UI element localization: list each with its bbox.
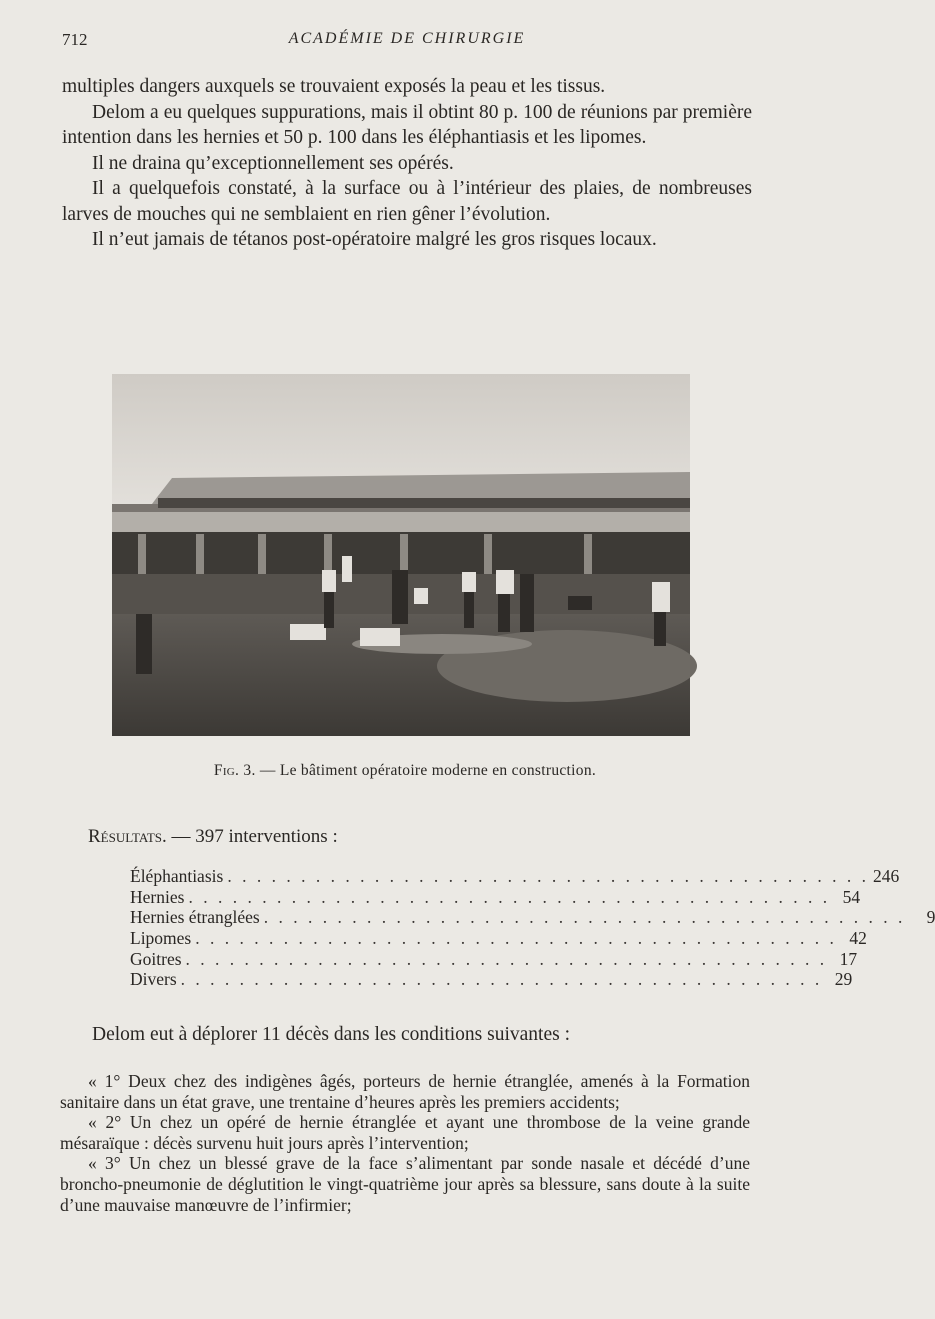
table-row bbox=[130, 886, 861, 908]
dot-leader: . . . . . . . . . . . . . . . . . . . . . . . . . . . . . . . . . . . . . . . . . . . . bbox=[195, 928, 837, 949]
row-value: 9 bbox=[926, 907, 935, 928]
figure-label: Fig. 3. bbox=[213, 762, 256, 779]
table-row bbox=[130, 866, 900, 887]
row-label: Lipomes bbox=[130, 928, 192, 949]
paragraph-suppurations: Delom a eu quelques suppurations, mais il obtint 80 p. 100 de réunions par première intention dans les hernies et 50 p. 100 dans les éléphantiasis et les lipomes. bbox=[62, 101, 752, 148]
page-number: 712 bbox=[62, 30, 88, 49]
row-value: 246 bbox=[872, 866, 900, 886]
figure-photograph bbox=[112, 374, 690, 736]
table-row bbox=[130, 948, 858, 970]
results-table bbox=[130, 866, 935, 990]
quote-case-3: « 3° Un chez un blessé grave de la face s’alimentant par sonde nasale et décédé d’une broncho-pneumonie de déglutition le vingt-quatrième jour après sa blessure, sans doute à la suite d’une mauvaise manœuvre de l’infirmier; bbox=[60, 1153, 750, 1215]
row-label: Hernies bbox=[130, 886, 185, 907]
building-photo-illustration bbox=[112, 374, 690, 736]
quoted-cases bbox=[60, 1071, 750, 1215]
results-dash: — bbox=[171, 826, 191, 847]
results-heading bbox=[88, 826, 338, 848]
row-label: Goitres bbox=[130, 948, 182, 969]
results-summary: 397 interventions : bbox=[195, 826, 338, 847]
dot-leader: . . . . . . . . . . . . . . . . . . . . . . . . . . . . . . . . . . . . . . . . . . . . bbox=[180, 969, 823, 990]
row-value: 54 bbox=[842, 886, 861, 907]
row-label: Éléphantiasis bbox=[130, 866, 224, 886]
results-title: Résultats. bbox=[88, 826, 167, 847]
dot-leader: . . . . . . . . . . . . . . . . . . . . . . . . . . . . . . . . . . . . . . . . . . . . bbox=[227, 866, 869, 886]
table-row bbox=[130, 969, 853, 990]
dot-leader: . . . . . . . . . . . . . . . . . . . . . . . . . . . . . . . . . . . . . . . . . . . . bbox=[188, 886, 831, 907]
row-value: 17 bbox=[839, 948, 858, 969]
table-row bbox=[130, 907, 935, 928]
figure-caption bbox=[60, 762, 750, 780]
row-value: 42 bbox=[849, 928, 867, 949]
body-text bbox=[62, 74, 752, 253]
row-value: 29 bbox=[834, 969, 853, 990]
figure-separator: — bbox=[259, 762, 276, 779]
quote-case-1: « 1° Deux chez des indigènes âgés, porteurs de hernie étranglée, amenés à la Formation sanitaire dans un état grave, une trentaine d’heures après les premiers accidents; bbox=[60, 1071, 750, 1112]
paragraph-tetanus: Il n’eut jamais de tétanos post-opératoire malgré les gros risques locaux. bbox=[92, 229, 657, 250]
row-label: Hernies étranglées bbox=[130, 907, 260, 928]
row-label: Divers bbox=[130, 969, 177, 990]
page-header bbox=[62, 30, 752, 54]
deaths-intro: Delom eut à déplorer 11 décès dans les conditions suivantes : bbox=[92, 1024, 570, 1045]
paragraph-drainage: Il ne draina qu’exceptionnellement ses opérés. bbox=[92, 152, 454, 174]
paragraph-continuation: multiples dangers auxquels se trouvaient exposés la peau et les tissus. bbox=[62, 76, 606, 97]
paragraph-larvae: Il a quelquefois constaté, à la surface ou à l’intérieur des plaies, de nombreuses larves de mouches qui ne semblaient en rien gêner l’évolution. bbox=[62, 178, 752, 225]
running-head: ACADÉMIE DE CHIRURGIE bbox=[288, 30, 526, 47]
figure-caption-text: Le bâtiment opératoire moderne en construction. bbox=[279, 762, 597, 779]
dot-leader: . . . . . . . . . . . . . . . . . . . . . . . . . . . . . . . . . . . . . . . . . . . . bbox=[185, 948, 828, 969]
table-row bbox=[130, 928, 867, 949]
dot-leader: . . . . . . . . . . . . . . . . . . . . . . . . . . . . . . . . . . . . . . . . . . . . bbox=[263, 907, 906, 928]
quote-case-2: « 2° Un chez un opéré de hernie étranglée et ayant une thrombose de la veine grande mésaraïque : décès survenu huit jours après l’intervention; bbox=[60, 1112, 750, 1153]
